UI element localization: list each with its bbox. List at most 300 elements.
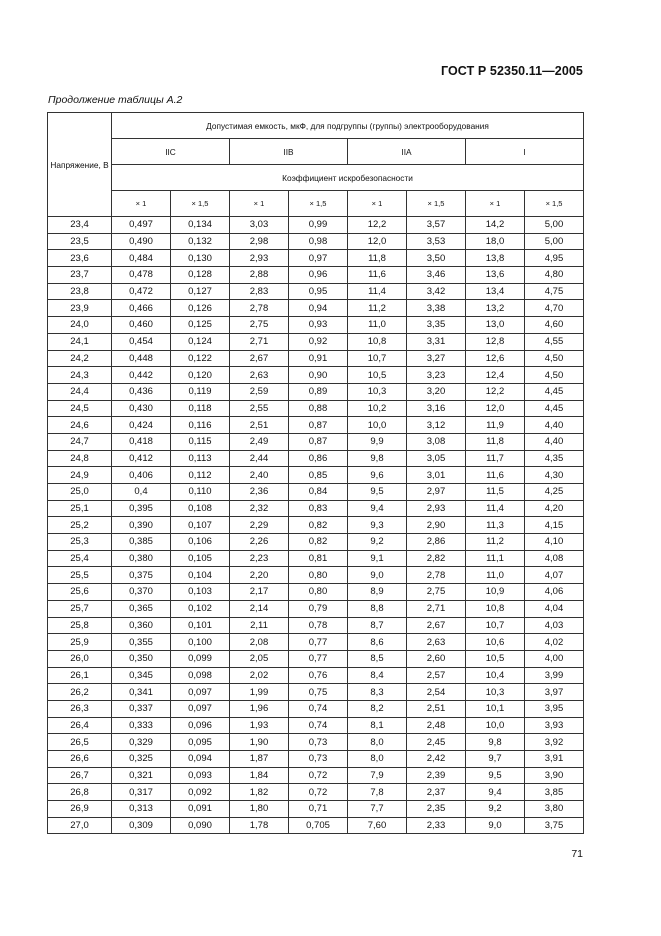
voltage-cell: 26,1 (48, 667, 112, 684)
capacity-cell: 0,108 (171, 500, 230, 517)
capacity-cell: 10,8 (466, 600, 525, 617)
table-row (48, 550, 584, 567)
capacity-cell: 4,50 (525, 367, 584, 384)
capacity-cell: 8,1 (348, 717, 407, 734)
capacity-cell: 0,360 (112, 617, 171, 634)
capacity-cell: 3,75 (525, 817, 584, 834)
voltage-cell: 24,6 (48, 417, 112, 434)
capacity-cell: 11,2 (348, 300, 407, 317)
capacity-cell: 4,40 (525, 433, 584, 450)
capacity-cell: 0,76 (289, 667, 348, 684)
table-caption: Продолжение таблицы А.2 (48, 94, 183, 106)
capacity-cell: 4,10 (525, 534, 584, 551)
capacity-cell: 4,03 (525, 617, 584, 634)
capacity-cell: 0,90 (289, 367, 348, 384)
capacity-cell: 2,67 (407, 617, 466, 634)
capacity-cell: 0,325 (112, 751, 171, 768)
capacity-cell: 0,82 (289, 534, 348, 551)
capacity-cell: 0,490 (112, 233, 171, 250)
table-row (48, 684, 584, 701)
capacity-cell: 2,71 (230, 333, 289, 350)
capacity-cell: 2,93 (230, 250, 289, 267)
capacity-cell: 10,4 (466, 667, 525, 684)
capacity-cell: 0,472 (112, 283, 171, 300)
factor-header: × 1 (230, 191, 289, 217)
capacity-cell: 0,107 (171, 517, 230, 534)
table-row (48, 600, 584, 617)
capacity-cell: 0,436 (112, 383, 171, 400)
table-row (48, 700, 584, 717)
capacity-cell: 0,313 (112, 801, 171, 818)
capacity-cell: 0,100 (171, 634, 230, 651)
capacity-cell: 0,395 (112, 500, 171, 517)
capacity-cell: 0,430 (112, 400, 171, 417)
factor-header: × 1 (112, 191, 171, 217)
capacity-cell: 0,124 (171, 333, 230, 350)
group-header-row (48, 139, 584, 165)
capacity-cell: 0,72 (289, 784, 348, 801)
factor-header: × 1,5 (289, 191, 348, 217)
capacity-cell: 1,99 (230, 684, 289, 701)
capacity-cell: 11,9 (466, 417, 525, 434)
capacity-cell: 10,3 (466, 684, 525, 701)
safety-factor-header: Коэффициент искробезопасности (112, 165, 584, 191)
capacity-cell: 2,93 (407, 500, 466, 517)
capacity-cell: 3,57 (407, 217, 466, 234)
capacity-cell: 4,70 (525, 300, 584, 317)
capacity-cell: 4,95 (525, 250, 584, 267)
table-row (48, 767, 584, 784)
capacity-cell: 2,11 (230, 617, 289, 634)
capacity-cell: 3,93 (525, 717, 584, 734)
capacity-cell: 4,25 (525, 484, 584, 501)
capacity-cell: 2,78 (407, 567, 466, 584)
capacity-cell: 2,55 (230, 400, 289, 417)
capacity-cell: 0,80 (289, 584, 348, 601)
capacity-cell: 0,337 (112, 700, 171, 717)
capacity-cell: 0,097 (171, 700, 230, 717)
voltage-cell: 26,5 (48, 734, 112, 751)
capacity-cell: 9,8 (466, 734, 525, 751)
capacity-cell: 4,08 (525, 550, 584, 567)
table-row (48, 751, 584, 768)
capacity-cell: 13,2 (466, 300, 525, 317)
capacity-cell: 10,8 (348, 333, 407, 350)
capacity-header: Допустимая емкость, мкФ, для подгруппы (группы) электрооборудования (112, 113, 584, 139)
table-row (48, 300, 584, 317)
capacity-cell: 9,5 (348, 484, 407, 501)
capacity-cell: 9,7 (466, 751, 525, 768)
capacity-cell: 0,125 (171, 317, 230, 334)
capacity-cell: 0,119 (171, 383, 230, 400)
capacity-cell: 0,333 (112, 717, 171, 734)
voltage-cell: 25,5 (48, 567, 112, 584)
capacity-cell: 0,093 (171, 767, 230, 784)
capacity-cell: 8,2 (348, 700, 407, 717)
capacity-cell: 0,090 (171, 817, 230, 834)
capacity-cell: 0,355 (112, 634, 171, 651)
capacity-cell: 11,6 (466, 467, 525, 484)
capacity-cell: 11,8 (348, 250, 407, 267)
capacity-cell: 11,6 (348, 267, 407, 284)
capacity-cell: 1,96 (230, 700, 289, 717)
capacity-cell: 0,454 (112, 333, 171, 350)
capacity-cell: 0,341 (112, 684, 171, 701)
capacity-cell: 0,72 (289, 767, 348, 784)
voltage-cell: 24,0 (48, 317, 112, 334)
capacity-cell: 0,110 (171, 484, 230, 501)
capacity-cell: 0,484 (112, 250, 171, 267)
capacity-cell: 0,105 (171, 550, 230, 567)
voltage-cell: 26,8 (48, 784, 112, 801)
capacity-cell: 3,85 (525, 784, 584, 801)
table-body (48, 217, 584, 834)
capacity-cell: 1,90 (230, 734, 289, 751)
capacity-cell: 2,05 (230, 650, 289, 667)
capacity-cell: 0,116 (171, 417, 230, 434)
capacity-cell: 0,127 (171, 283, 230, 300)
voltage-cell: 24,3 (48, 367, 112, 384)
capacity-cell: 0,092 (171, 784, 230, 801)
capacity-cell: 0,321 (112, 767, 171, 784)
capacity-cell: 9,1 (348, 550, 407, 567)
voltage-cell: 25,4 (48, 550, 112, 567)
capacity-cell: 3,42 (407, 283, 466, 300)
table-row (48, 567, 584, 584)
capacity-cell: 3,95 (525, 700, 584, 717)
capacity-cell: 1,82 (230, 784, 289, 801)
voltage-cell: 24,5 (48, 400, 112, 417)
capacity-cell: 4,55 (525, 333, 584, 350)
table-row (48, 650, 584, 667)
group-header-iib: IIB (230, 139, 348, 165)
capacity-cell: 11,2 (466, 534, 525, 551)
capacity-cell: 3,05 (407, 450, 466, 467)
voltage-cell: 24,1 (48, 333, 112, 350)
capacity-cell: 0,95 (289, 283, 348, 300)
capacity-cell: 0,92 (289, 333, 348, 350)
capacity-cell: 9,6 (348, 467, 407, 484)
voltage-cell: 26,3 (48, 700, 112, 717)
capacity-cell: 2,82 (407, 550, 466, 567)
voltage-cell: 26,2 (48, 684, 112, 701)
capacity-cell: 0,106 (171, 534, 230, 551)
capacity-cell: 0,345 (112, 667, 171, 684)
capacity-cell: 8,9 (348, 584, 407, 601)
capacity-cell: 2,63 (230, 367, 289, 384)
capacity-cell: 0,380 (112, 550, 171, 567)
table-row (48, 534, 584, 551)
voltage-cell: 23,8 (48, 283, 112, 300)
capacity-cell: 2,59 (230, 383, 289, 400)
capacity-cell: 0,095 (171, 734, 230, 751)
voltage-cell: 25,9 (48, 634, 112, 651)
capacity-cell: 2,83 (230, 283, 289, 300)
factor-header: × 1,5 (171, 191, 230, 217)
capacity-cell: 10,3 (348, 383, 407, 400)
capacity-cell: 0,406 (112, 467, 171, 484)
capacity-cell: 0,130 (171, 250, 230, 267)
document-standard-code: ГОСТ Р 52350.11—2005 (440, 64, 583, 78)
capacity-cell: 3,16 (407, 400, 466, 417)
factor-header: × 1,5 (407, 191, 466, 217)
capacity-cell: 12,4 (466, 367, 525, 384)
voltage-cell: 24,7 (48, 433, 112, 450)
capacity-cell: 5,00 (525, 233, 584, 250)
table-row (48, 634, 584, 651)
capacity-cell: 8,8 (348, 600, 407, 617)
capacity-cell: 14,2 (466, 217, 525, 234)
capacity-cell: 0,132 (171, 233, 230, 250)
capacity-cell: 3,50 (407, 250, 466, 267)
capacity-cell: 10,2 (348, 400, 407, 417)
capacity-cell: 0,390 (112, 517, 171, 534)
capacity-cell: 10,5 (348, 367, 407, 384)
capacity-cell: 0,101 (171, 617, 230, 634)
table-row (48, 734, 584, 751)
capacity-cell: 4,30 (525, 467, 584, 484)
voltage-cell: 25,2 (48, 517, 112, 534)
voltage-cell: 25,8 (48, 617, 112, 634)
capacity-cell: 0,329 (112, 734, 171, 751)
capacity-cell: 3,23 (407, 367, 466, 384)
capacity-cell: 3,20 (407, 383, 466, 400)
capacity-cell: 8,3 (348, 684, 407, 701)
capacity-cell: 4,00 (525, 650, 584, 667)
capacity-cell: 5,00 (525, 217, 584, 234)
capacity-cell: 7,8 (348, 784, 407, 801)
factor-header: × 1,5 (525, 191, 584, 217)
capacity-cell: 8,0 (348, 734, 407, 751)
capacity-cell: 0,71 (289, 801, 348, 818)
capacity-cell: 4,04 (525, 600, 584, 617)
capacity-cell: 2,54 (407, 684, 466, 701)
capacity-cell: 0,099 (171, 650, 230, 667)
capacity-cell: 0,120 (171, 367, 230, 384)
capacity-cell: 0,424 (112, 417, 171, 434)
voltage-cell: 23,5 (48, 233, 112, 250)
capacity-cell: 2,49 (230, 433, 289, 450)
capacity-cell: 0,365 (112, 600, 171, 617)
capacity-cell: 0,097 (171, 684, 230, 701)
group-header-iic: IIC (112, 139, 230, 165)
capacity-cell: 2,75 (230, 317, 289, 334)
table-row (48, 584, 584, 601)
capacity-cell: 2,02 (230, 667, 289, 684)
capacity-cell: 4,35 (525, 450, 584, 467)
capacity-cell: 0,84 (289, 484, 348, 501)
capacity-cell: 0,86 (289, 450, 348, 467)
capacity-cell: 2,98 (230, 233, 289, 250)
capacity-cell: 10,5 (466, 650, 525, 667)
capacity-cell: 0,82 (289, 517, 348, 534)
capacity-cell: 2,42 (407, 751, 466, 768)
capacity-cell: 11,0 (348, 317, 407, 334)
capacity-cell: 4,45 (525, 383, 584, 400)
capacity-cell: 4,06 (525, 584, 584, 601)
table-row (48, 267, 584, 284)
capacity-cell: 2,08 (230, 634, 289, 651)
capacity-cell: 3,27 (407, 350, 466, 367)
capacity-cell: 0,466 (112, 300, 171, 317)
capacity-cell: 1,80 (230, 801, 289, 818)
voltage-cell: 25,7 (48, 600, 112, 617)
capacity-cell: 0,091 (171, 801, 230, 818)
table-row (48, 217, 584, 234)
capacity-cell: 2,97 (407, 484, 466, 501)
capacity-cell: 12,2 (348, 217, 407, 234)
capacity-cell: 0,81 (289, 550, 348, 567)
capacity-cell: 0,112 (171, 467, 230, 484)
capacity-cell: 0,096 (171, 717, 230, 734)
capacity-cell: 0,317 (112, 784, 171, 801)
capacity-cell: 3,31 (407, 333, 466, 350)
capacity-cell: 11,3 (466, 517, 525, 534)
table-row (48, 367, 584, 384)
capacity-cell: 0,705 (289, 817, 348, 834)
capacity-cell: 3,03 (230, 217, 289, 234)
capacity-cell: 2,51 (407, 700, 466, 717)
voltage-cell: 24,9 (48, 467, 112, 484)
capacity-cell: 0,126 (171, 300, 230, 317)
capacity-cell: 0,87 (289, 417, 348, 434)
capacity-cell: 0,113 (171, 450, 230, 467)
capacity-cell: 0,88 (289, 400, 348, 417)
capacity-cell: 1,84 (230, 767, 289, 784)
capacity-cell: 2,90 (407, 517, 466, 534)
capacity-cell: 8,4 (348, 667, 407, 684)
capacity-cell: 2,23 (230, 550, 289, 567)
capacity-cell: 18,0 (466, 233, 525, 250)
capacity-cell: 0,118 (171, 400, 230, 417)
capacity-cell: 4,02 (525, 634, 584, 651)
capacity-cell: 9,3 (348, 517, 407, 534)
capacity-cell: 0,74 (289, 700, 348, 717)
capacity-cell: 9,9 (348, 433, 407, 450)
capacity-cell: 3,38 (407, 300, 466, 317)
capacity-cell: 4,40 (525, 417, 584, 434)
capacity-cell: 4,07 (525, 567, 584, 584)
capacity-cell: 3,97 (525, 684, 584, 701)
table-row (48, 350, 584, 367)
capacity-cell: 2,48 (407, 717, 466, 734)
capacity-cell: 0,97 (289, 250, 348, 267)
capacity-cell: 2,78 (230, 300, 289, 317)
capacity-cell: 2,29 (230, 517, 289, 534)
factor-header: × 1 (348, 191, 407, 217)
table-row (48, 283, 584, 300)
capacity-cell: 13,6 (466, 267, 525, 284)
capacity-cell: 10,1 (466, 700, 525, 717)
table-row (48, 801, 584, 818)
capacity-cell: 0,85 (289, 467, 348, 484)
table-row (48, 517, 584, 534)
capacity-cell: 0,96 (289, 267, 348, 284)
capacity-cell: 1,78 (230, 817, 289, 834)
capacity-cell: 3,99 (525, 667, 584, 684)
capacity-cell: 0,098 (171, 667, 230, 684)
capacity-cell: 2,63 (407, 634, 466, 651)
table-row (48, 250, 584, 267)
capacity-cell: 8,6 (348, 634, 407, 651)
capacity-cell: 3,35 (407, 317, 466, 334)
capacity-cell: 1,93 (230, 717, 289, 734)
factor-header-row (48, 191, 584, 217)
capacity-cell: 11,7 (466, 450, 525, 467)
voltage-cell: 25,0 (48, 484, 112, 501)
capacity-cell: 3,01 (407, 467, 466, 484)
capacity-cell: 2,32 (230, 500, 289, 517)
capacity-cell: 2,60 (407, 650, 466, 667)
capacity-cell: 0,4 (112, 484, 171, 501)
capacity-cell: 10,0 (348, 417, 407, 434)
table-row (48, 817, 584, 834)
capacity-cell: 9,4 (466, 784, 525, 801)
voltage-cell: 26,4 (48, 717, 112, 734)
capacity-cell: 9,2 (348, 534, 407, 551)
capacity-cell: 7,7 (348, 801, 407, 818)
capacity-cell: 0,128 (171, 267, 230, 284)
capacity-cell: 12,2 (466, 383, 525, 400)
table-row (48, 484, 584, 501)
capacity-cell: 0,418 (112, 433, 171, 450)
factor-header: × 1 (466, 191, 525, 217)
voltage-cell: 25,3 (48, 534, 112, 551)
capacity-cell: 0,79 (289, 600, 348, 617)
voltage-column-header: Напряжение, В (48, 113, 112, 217)
capacity-cell: 0,460 (112, 317, 171, 334)
capacity-cell: 0,78 (289, 617, 348, 634)
capacity-cell: 4,75 (525, 283, 584, 300)
capacity-cell: 0,104 (171, 567, 230, 584)
capacity-cell: 2,45 (407, 734, 466, 751)
page-number: 71 (571, 848, 583, 860)
table-row (48, 784, 584, 801)
capacity-cell: 3,53 (407, 233, 466, 250)
table-row (48, 317, 584, 334)
table-row (48, 383, 584, 400)
capacity-cell: 0,89 (289, 383, 348, 400)
capacity-cell: 0,83 (289, 500, 348, 517)
capacity-cell: 0,91 (289, 350, 348, 367)
capacity-cell: 9,0 (348, 567, 407, 584)
capacity-cell: 9,8 (348, 450, 407, 467)
capacity-cell: 0,98 (289, 233, 348, 250)
capacity-cell: 0,412 (112, 450, 171, 467)
capacity-cell: 2,86 (407, 534, 466, 551)
capacity-cell: 2,33 (407, 817, 466, 834)
capacity-cell: 11,0 (466, 567, 525, 584)
capacity-cell: 0,122 (171, 350, 230, 367)
voltage-cell: 24,4 (48, 383, 112, 400)
capacity-cell: 0,102 (171, 600, 230, 617)
capacity-cell: 8,5 (348, 650, 407, 667)
capacity-cell: 3,91 (525, 751, 584, 768)
capacity-cell: 2,40 (230, 467, 289, 484)
voltage-cell: 23,4 (48, 217, 112, 234)
voltage-cell: 24,8 (48, 450, 112, 467)
capacity-cell: 2,71 (407, 600, 466, 617)
voltage-cell: 24,2 (48, 350, 112, 367)
capacity-cell: 0,115 (171, 433, 230, 450)
capacity-cell: 2,51 (230, 417, 289, 434)
capacity-cell: 0,497 (112, 217, 171, 234)
table-row (48, 450, 584, 467)
capacity-cell: 11,8 (466, 433, 525, 450)
capacity-cell: 10,6 (466, 634, 525, 651)
capacity-cell: 4,45 (525, 400, 584, 417)
capacity-cell: 2,26 (230, 534, 289, 551)
